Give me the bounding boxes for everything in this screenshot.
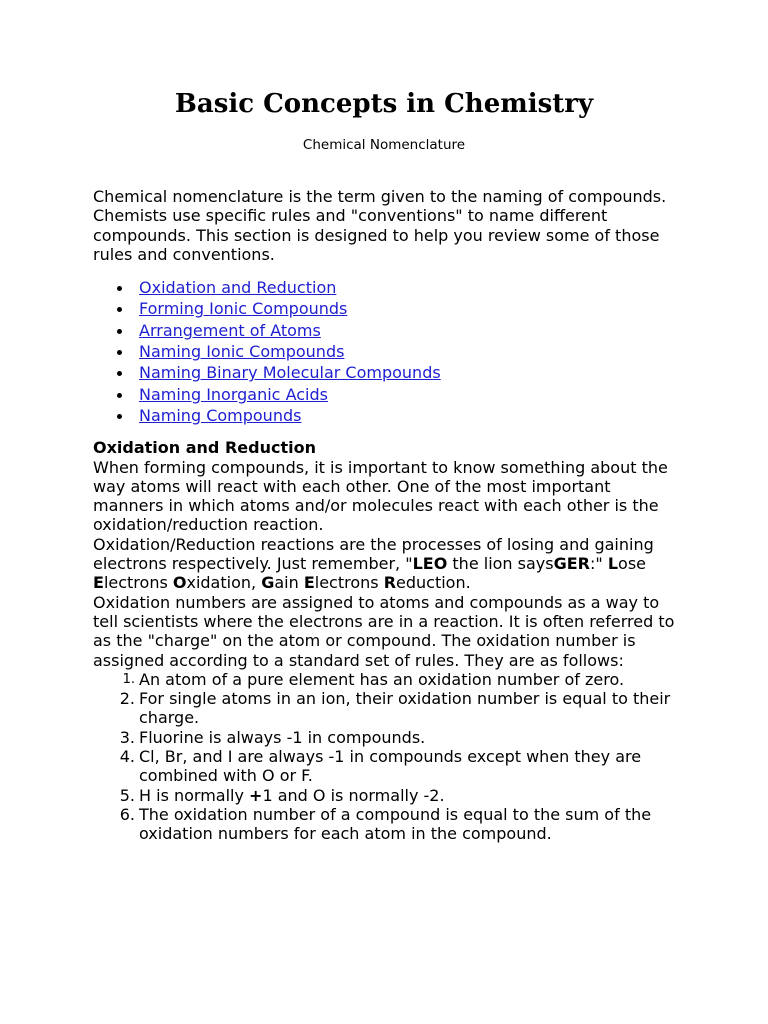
rule-number: 4. bbox=[119, 747, 135, 767]
rule-item bbox=[119, 747, 683, 786]
rule-item bbox=[119, 804, 683, 844]
rule-text: H is normally bbox=[139, 785, 250, 805]
text-run: eduction. bbox=[396, 573, 471, 593]
text-run: the lion says bbox=[447, 554, 554, 574]
rule-item bbox=[119, 727, 683, 747]
section-heading: Oxidation and Reduction bbox=[93, 438, 316, 458]
toc-item bbox=[139, 405, 683, 426]
rule-number: 3. bbox=[119, 727, 135, 747]
table-of-contents bbox=[93, 277, 683, 426]
text-run: Oxidation/Reduction reactions are the processes of losing and gaining electrons respectively. Just remember, " bbox=[93, 534, 654, 574]
page-title: Basic Concepts in Chemistry bbox=[174, 89, 594, 119]
rule-text: For single atoms in an ion, their oxidation number is equal to their charge. bbox=[139, 689, 671, 728]
text-run: xidation, bbox=[186, 573, 262, 593]
mnemonic-letter: E bbox=[303, 573, 315, 593]
rule-number: 5. bbox=[119, 785, 135, 805]
section-paragraph-2 bbox=[93, 535, 683, 593]
text-run: lectrons bbox=[103, 573, 173, 593]
page-subtitle: Chemical Nomenclature bbox=[302, 137, 466, 153]
toc-link-naming-inorganic-acids[interactable]: Naming Inorganic Acids bbox=[139, 384, 328, 404]
text-run: ain bbox=[274, 573, 304, 593]
toc-item bbox=[139, 384, 683, 405]
rule-item bbox=[119, 785, 683, 805]
mnemonic-letter: R bbox=[383, 573, 397, 593]
toc-item bbox=[139, 320, 683, 341]
rule-number: 2. bbox=[119, 689, 135, 709]
mnemonic-letter: G bbox=[261, 573, 275, 593]
section-paragraph-1: When forming compounds, it is important to know something about the way atoms will react with each other. One of the most important manners in which atoms and/or molecules react with each other is the oxidation/reduction reaction. bbox=[93, 457, 668, 535]
text-run: lectrons bbox=[314, 573, 384, 593]
rule-text: Fluorine is always -1 in compounds. bbox=[139, 727, 426, 747]
toc-item bbox=[139, 298, 683, 319]
mnemonic-letter: L bbox=[607, 554, 619, 574]
toc-link-naming-compounds[interactable]: Naming Compounds bbox=[139, 405, 302, 425]
intro-paragraph: Chemical nomenclature is the term given to the naming of compounds. Chemists use specific rules and "conventions" to name different compounds. This section is designed to help you review some of those rules and conventions. bbox=[93, 187, 667, 264]
rule-number: 1. bbox=[122, 671, 135, 687]
rule-text: The oxidation number of a compound is equal to the sum of the oxidation numbers for each atom in the compound. bbox=[139, 804, 652, 844]
rule-text: Cl, Br, and I are always -1 in compounds except when they are combined with O or F. bbox=[139, 747, 642, 786]
toc-link-forming-ionic-compounds[interactable]: Forming Ionic Compounds bbox=[139, 299, 348, 319]
text-run: :" bbox=[589, 554, 608, 574]
text-run: ose bbox=[618, 554, 646, 574]
section-paragraph-3: Oxidation numbers are assigned to atoms and compounds as a way to tell scientists where the electrons are in a reaction. It is often referred to as the "charge" on the atom or compound. The oxidation number is assigned according to a standard set of rules. They are as follows: bbox=[93, 592, 675, 670]
toc-link-naming-ionic-compounds[interactable]: Naming Ionic Compounds bbox=[139, 342, 345, 362]
plus-sign: + bbox=[249, 785, 263, 805]
toc-link-oxidation-reduction[interactable]: Oxidation and Reduction bbox=[139, 278, 337, 298]
toc-link-naming-binary-molecular-compounds[interactable]: Naming Binary Molecular Compounds bbox=[139, 363, 441, 383]
toc-item bbox=[139, 277, 683, 298]
mnemonic-letter: E bbox=[93, 573, 104, 593]
toc-item bbox=[139, 341, 683, 362]
oxidation-rules-list bbox=[93, 670, 683, 844]
mnemonic-leo: LEO bbox=[412, 554, 448, 574]
rule-text: 1 and O is normally -2. bbox=[262, 785, 445, 805]
rule-item bbox=[122, 669, 683, 689]
document-body bbox=[93, 187, 683, 844]
mnemonic-ger: GER bbox=[553, 554, 590, 574]
toc-link-arrangement-of-atoms[interactable]: Arrangement of Atoms bbox=[139, 320, 321, 340]
rule-number: 6. bbox=[119, 804, 135, 824]
toc-item bbox=[139, 362, 683, 383]
rule-text: An atom of a pure element has an oxidation number of zero. bbox=[139, 669, 625, 689]
mnemonic-letter: O bbox=[172, 573, 187, 593]
rule-item bbox=[119, 689, 683, 728]
